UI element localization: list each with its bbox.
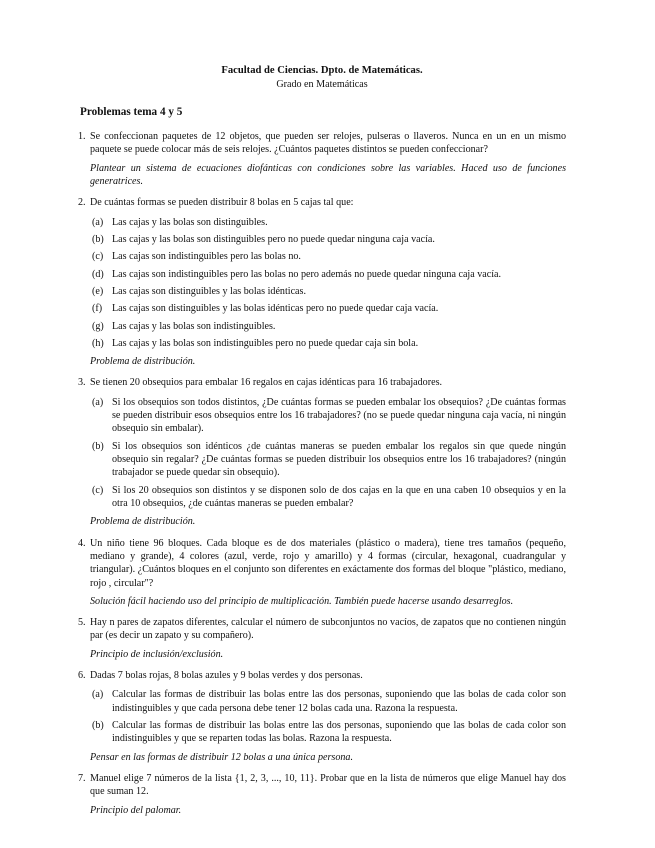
- problem-number: 3.: [78, 377, 86, 389]
- problem-number: 6.: [78, 670, 86, 682]
- subproblem-list: [90, 688, 566, 745]
- problem-list: [78, 130, 566, 817]
- subproblem-d: [90, 268, 566, 281]
- subproblem-h: [90, 337, 566, 350]
- subproblem-label: (b): [92, 233, 104, 245]
- problem-2: [78, 196, 566, 368]
- subproblem-label: (d): [92, 268, 104, 280]
- problem-statement: Manuel elige 7 números de la lista {1, 2, 3, ..., 10, 11}. Probar que en la lista de números que elige Manuel hay dos que suman 12.: [90, 772, 566, 798]
- problem-hint: Problema de distribución.: [90, 356, 196, 368]
- problem-4: [78, 537, 566, 609]
- problem-number: 7.: [78, 772, 86, 784]
- problem-number: 5.: [78, 617, 86, 629]
- problem-hint: Problema de distribución.: [90, 516, 196, 528]
- problem-hint: Principio del palomar.: [90, 804, 182, 816]
- problem-statement: Se confeccionan paquetes de 12 objetos, que pueden ser relojes, pulseras o llaveros. Nunca en un en un mismo paquete se puede colocar más de seis relojes. ¿Cuántos paquetes distintos se pueden confeccionar?: [90, 131, 566, 156]
- subproblem-text: Las cajas y las bolas son indistinguibles pero no puede quedar caja sin bola.: [112, 337, 419, 349]
- faculty-heading: Facultad de Ciencias. Dpto. de Matemáticas.: [221, 65, 423, 76]
- subproblem-label: (a): [92, 689, 104, 701]
- subproblem-label: (a): [92, 216, 104, 228]
- problem-6: [78, 669, 566, 764]
- problem-statement: Se tienen 20 obsequios para embalar 16 regalos en cajas idénticas para 16 trabajadores.: [90, 377, 443, 389]
- subproblem-text: Si los 20 obsequios son distintos y se disponen solo de dos cajas en la que en una caben 10 obsequios y en la otra 10 obsequios, ¿de cuántas maneras se pueden embalar?: [112, 484, 566, 509]
- subproblem-text: Las cajas y las bolas son indistinguibles.: [112, 320, 276, 332]
- subproblem-a: [90, 688, 566, 715]
- problem-7: [78, 772, 566, 817]
- subproblem-a: [90, 216, 566, 229]
- subproblem-text: Las cajas son indistinguibles pero las bolas no.: [112, 251, 301, 263]
- problem-5: [78, 616, 566, 661]
- problem-statement: Un niño tiene 96 bloques. Cada bloque es de dos materiales (plástico o madera), tiene tres tamaños (pequeño, mediano y grande), 4 colores (azul, verde, rojo y amarillo) y 4 formas (circular, hexagonal, cuadrangular y triangular). ¿Cuántos bloques en el conjunto son diferentes en exáctamente dos formas del bloque "plástico, mediano, rojo , circular"?: [90, 537, 566, 589]
- subproblem-a: [90, 396, 566, 436]
- subproblem-label: (b): [92, 720, 104, 731]
- subproblem-text: Las cajas son distinguibles y las bolas idénticas.: [112, 285, 306, 297]
- problem-statement: Hay n pares de zapatos diferentes, calcular el número de subconjuntos no vacíos, de zapatos que no contienen ningún par (es decir un zapato y su compañero).: [90, 617, 566, 642]
- subproblem-label: (f): [92, 303, 103, 315]
- problem-hint: Principio de inclusión/exclusión.: [90, 648, 224, 660]
- subproblem-text: Calcular las formas de distribuir las bolas entre las dos personas, suponiendo que las bolas de cada color son indistinguibles y que cada persona debe tener 12 bolas cada una. Razona la respuesta.: [112, 689, 566, 714]
- subproblem-list: [90, 216, 566, 351]
- problem-statement: De cuántas formas se pueden distribuir 8 bolas en 5 cajas tal que:: [90, 197, 354, 209]
- section-title: Problemas tema 4 y 5: [80, 106, 183, 119]
- subproblem-b: [90, 233, 566, 246]
- subproblem-label: (c): [92, 251, 104, 263]
- subproblem-label: (b): [92, 440, 104, 452]
- subproblem-c: [90, 250, 566, 263]
- problem-number: 2.: [78, 197, 86, 209]
- subproblem-c: [90, 484, 566, 511]
- subproblem-text: Las cajas y las bolas son distinguibles pero no puede quedar ninguna caja vacía.: [112, 233, 435, 245]
- subproblem-text: Las cajas y las bolas son distinguibles.: [112, 216, 268, 228]
- problem-hint: Plantear un sistema de ecuaciones diofánticas con condiciones sobre las variables. Haced uso de funciones generatrices.: [90, 162, 566, 187]
- degree-subheading: Grado en Matemáticas: [276, 78, 368, 90]
- subproblem-f: [90, 302, 566, 315]
- subproblem-label: (c): [92, 484, 104, 496]
- subproblem-label: (a): [92, 396, 104, 408]
- problem-3: [78, 376, 566, 528]
- document-header: [78, 64, 566, 91]
- subproblem-text: Las cajas son indistinguibles pero las bolas no pero además no puede quedar ninguna caja vacía.: [112, 268, 502, 280]
- document-page: [78, 64, 566, 825]
- subproblem-text: Las cajas son distinguibles y las bolas idénticas pero no puede quedar caja vacía.: [112, 303, 439, 315]
- problem-statement: Dadas 7 bolas rojas, 8 bolas azules y 9 bolas verdes y dos personas.: [90, 670, 363, 682]
- subproblem-text: Si los obsequios son todos distintos, ¿De cuántas formas se pueden embalar los obsequios? ¿De cuántas formas se pueden distribuir esos obsequios entre los 16 trabajadores? (no se puede quedar ninguna caja vacía, ni ningún obsequio sin embalar).: [112, 396, 566, 435]
- subproblem-text: Si los obsequios son idénticos ¿de cuántas maneras se pueden embalar los regalos sin que quede ningún obsequio sin regalar? ¿De cuántas formas se pueden distribuir los obsequios entre los 16 trabajadores? (ningún trabajador se puede quedar sin obsequio).: [112, 440, 566, 479]
- problem-number: 1.: [78, 131, 86, 143]
- subproblem-label: (g): [92, 320, 104, 332]
- problem-1: [78, 130, 566, 188]
- subproblem-list: [90, 396, 566, 511]
- subproblem-b: [90, 440, 566, 480]
- problem-number: 4.: [78, 537, 86, 549]
- subproblem-b: [90, 719, 566, 746]
- subproblem-text: Calcular las formas de distribuir las bolas entre las dos personas, suponiendo que las bolas de cada color son indistinguibles y que se reparten todas las bolas. Razona la respuesta.: [112, 720, 566, 745]
- subproblem-label: (e): [92, 285, 104, 297]
- problem-hint: Solución fácil haciendo uso del principio de multiplicación. También puede hacerse usando desarreglos.: [90, 595, 514, 607]
- subproblem-e: [90, 285, 566, 298]
- subproblem-g: [90, 320, 566, 333]
- subproblem-label: (h): [92, 337, 104, 349]
- problem-hint: Pensar en las formas de distribuir 12 bolas a una única persona.: [90, 751, 353, 763]
